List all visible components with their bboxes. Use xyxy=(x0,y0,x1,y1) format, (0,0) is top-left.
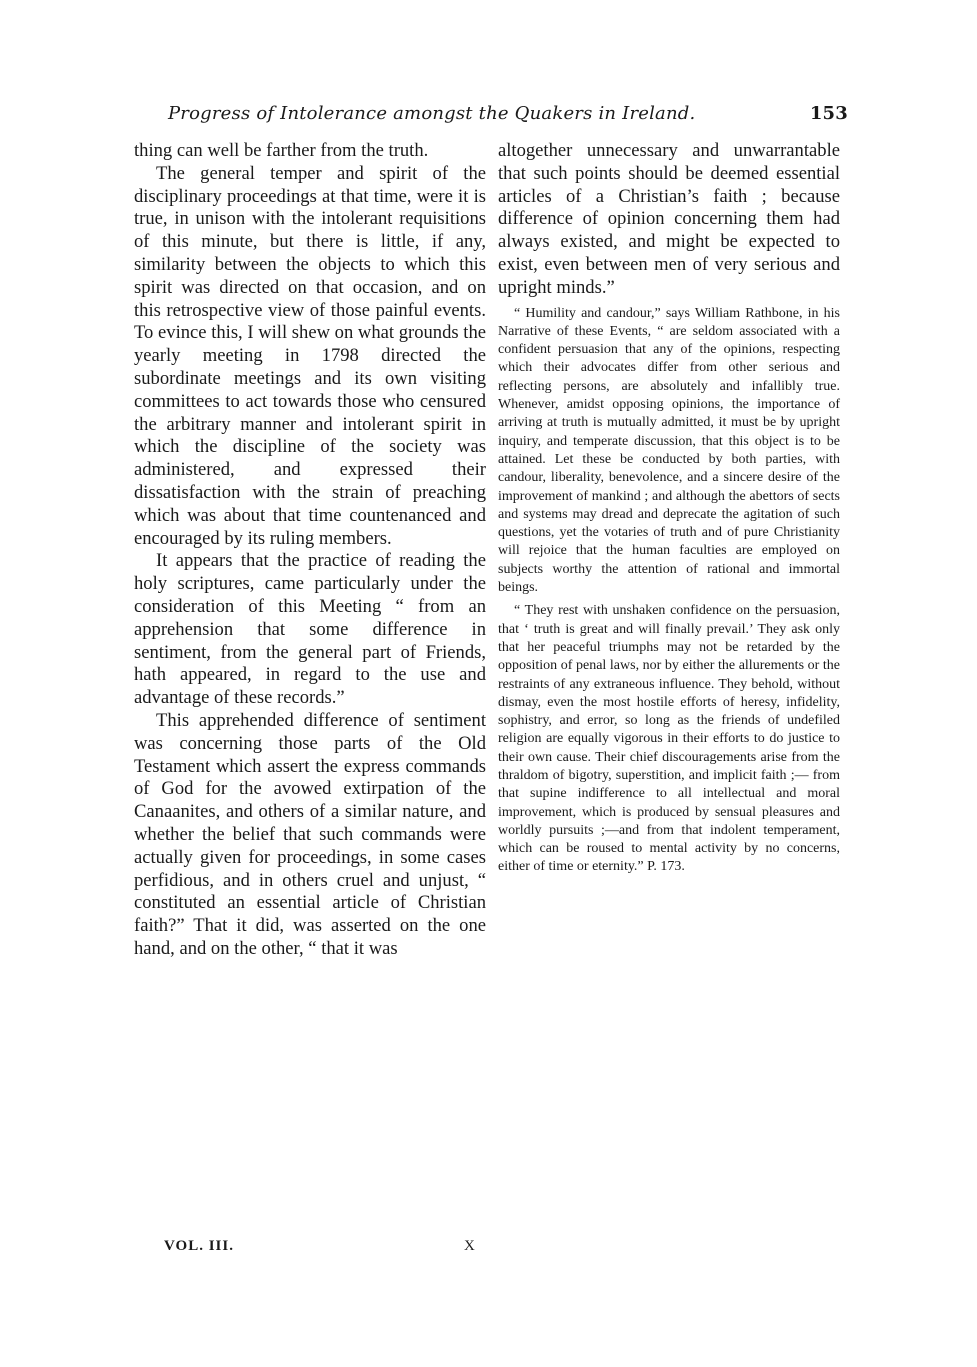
paragraph: This apprehended difference of sentiment was concerning those parts of the Old Testament which assert the express commands of God for the avowed extirpation of the Canaanites, and others of a similar nature, and whether the belief that such commands were actually given for proceedings, in some cases perfidious, and in others cruel and unjust, “ constituted an essential article of Christian faith?” That it did, was asserted on the one hand, and on the other, “ that it was xyxy=(134,709,486,959)
signature-mark: X xyxy=(464,1238,475,1254)
quotation-paragraph: “ Humility and candour,” says William Rathbone, in his Narrative of these Events, “ are seldom associated with a confident persuasion that any of the opinions, respecting which their advocates differ from other serious and reflecting persons, are absolutely and infallibly true. Whenever, amidst opposing opinions, the importance of arriving at truth is mutually admitted, it must be by upright inquiry, and temperate discussion, that this object is to be attained. Let these be conducted by both parties, with candour, liberality, benevolence, and a sincere desire of the improvement of mankind ; and although the abettors of sects and systems may dread and deprecate the agitation of such questions, yet the votaries of truth and of pure Christianity will rejoice that the human faculties are employed on subjects worthy the attention of rational and immortal beings. xyxy=(498,305,840,596)
volume-mark: VOL. III. xyxy=(164,1238,234,1254)
running-title: Progress of Intolerance amongst the Quakers in Ireland. xyxy=(168,103,696,124)
paragraph: altogether unnecessary and unwarrantable that such points should be deemed essential articles of a Christian’s faith ; because difference of opinion concerning them had always existed, and might be expected to exist, even between men of very serious and upright minds.” xyxy=(498,140,840,298)
left-column xyxy=(134,140,486,1270)
quotation-paragraph: “ They rest with unshaken confidence on the persuasion, that ‘ truth is great and will finally prevail.’ They ask only that her peaceful triumphs may not be retarded by the opposition of penal laws, nor by either the allurements or the restraints of any extraneous influence. They behold, without dismay, even the most hostile efforts of heresy, infidelity, sophistry, and error, so long as the friends of undefiled religion are equally vigorous in their efforts to do justice to their own cause. Their chief discouragements arise from the thraldom of bigotry, superstition, and implicit faith ;— from that supine indifference to all intellectual and moral improvement, which is produced by sensual pleasures and worldly pursuits ;—and from that indolent temperament, which can be roused to mental activity by no concerns, either of time or eternity.” P. 173. xyxy=(498,603,840,875)
paragraph: thing can well be farther from the truth. xyxy=(134,140,429,161)
running-header xyxy=(168,103,848,131)
right-column xyxy=(498,140,840,1270)
page-footer xyxy=(134,1236,534,1260)
paragraph: The general temper and spirit of the disciplinary proceedings at that time, were it is true, in unison with the intolerant requisitions of this minute, but there is little, if any, similarity between the objects to which this spirit was directed on that occasion, and on this retrospective view of those painful events. To evince this, I will shew on what grounds the yearly meeting in 1798 directed the subordinate meetings and its own visiting committees to act towards those who censured the arbitrary manner and intolerant spirit in which the discipline of the society was administered, and expressed their dissatisfaction with the strain of preaching which was about that time countenanced and encouraged by its ruling members. xyxy=(134,162,486,549)
page-number: 153 xyxy=(809,103,848,124)
paragraph: It appears that the practice of reading the holy scriptures, came particularly under the consideration of this Meeting “ from an apprehension that some difference in sentiment, from the general part of Friends, hath appeared, in regard to the use and advantage of these records.” xyxy=(134,550,486,709)
